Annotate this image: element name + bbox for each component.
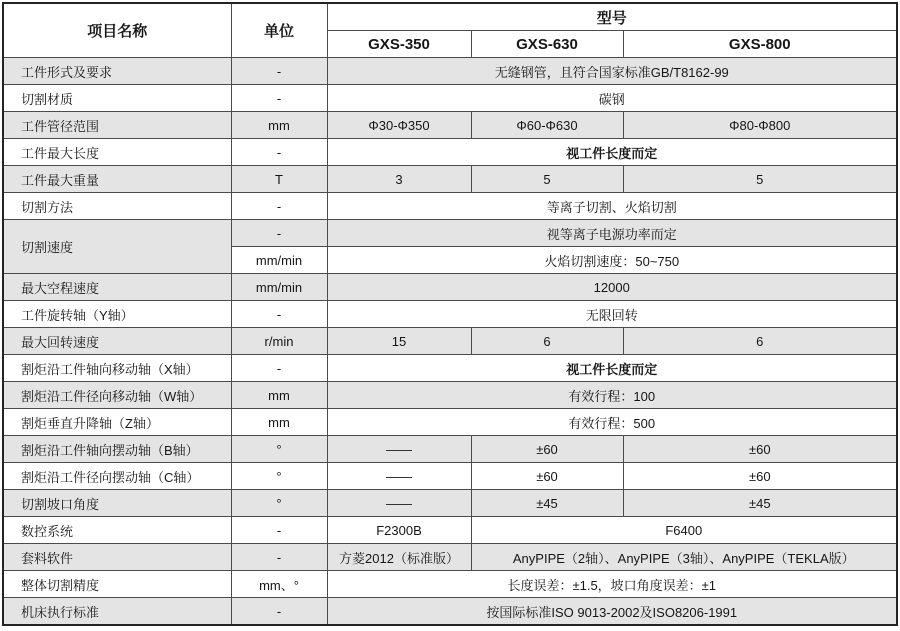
row-label: 割炬沿工件轴向移动轴（X轴） [3,355,231,382]
row-label: 切割坡口角度 [3,490,231,517]
row-value-gxs-350: 方菱2012（标准版） [327,544,471,571]
row-value-gxs-350: F2300B [327,517,471,544]
table-row [3,598,897,626]
row-value-gxs-350: —— [327,436,471,463]
row-label: 整体切割精度 [3,571,231,598]
col-header-item-name: 项目名称 [3,3,231,58]
row-value-gxs-800: 5 [623,166,897,193]
spec-table [2,2,898,626]
row-label: 机床执行标准 [3,598,231,626]
row-label: 切割方法 [3,193,231,220]
table-row [3,382,897,409]
row-unit: mm [231,409,327,436]
row-unit: - [231,598,327,626]
row-value-gxs-800: ±45 [623,490,897,517]
table-row [3,139,897,166]
row-value-gxs-800: 6 [623,328,897,355]
row-unit: - [231,85,327,112]
row-value-gxs-630-800: F6400 [471,517,897,544]
row-value-gxs-630-800: AnyPIPE（2轴）、AnyPIPE（3轴）、AnyPIPE（TEKLA版） [471,544,897,571]
row-unit: - [231,139,327,166]
row-unit: - [231,220,327,247]
table-row [3,193,897,220]
row-label: 切割速度 [3,220,231,274]
row-label: 工件形式及要求 [3,58,231,85]
table-row [3,85,897,112]
row-value-gxs-350: —— [327,463,471,490]
row-value-gxs-800: ±60 [623,436,897,463]
row-label: 割炬垂直升降轴（Z轴） [3,409,231,436]
row-label: 工件最大重量 [3,166,231,193]
table-row [3,220,897,247]
row-label: 数控系统 [3,517,231,544]
col-header-gxs-630: GXS-630 [471,31,623,58]
row-value-gxs-630: 6 [471,328,623,355]
table-row [3,274,897,301]
row-value-gxs-630: ±60 [471,463,623,490]
row-unit: T [231,166,327,193]
table-row [3,571,897,598]
table-row [3,301,897,328]
table-row [3,544,897,571]
row-value-gxs-800: ±60 [623,463,897,490]
row-value: 等离子切割、火焰切割 [327,193,897,220]
row-unit: r/min [231,328,327,355]
row-unit: ° [231,490,327,517]
table-row [3,112,897,139]
row-value-gxs-630: ±60 [471,436,623,463]
row-label: 最大空程速度 [3,274,231,301]
row-value: 无缝钢管，且符合国家标准GB/T8162-99 [327,58,897,85]
col-header-gxs-800: GXS-800 [623,31,897,58]
table-row [3,328,897,355]
row-value: 视等离子电源功率而定 [327,220,897,247]
row-value: 有效行程：500 [327,409,897,436]
table-row [3,409,897,436]
col-header-unit: 单位 [231,3,327,58]
header-row-1 [3,3,897,31]
table-row [3,490,897,517]
row-unit: - [231,193,327,220]
row-value: 按国际标准ISO 9013-2002及ISO8206-1991 [327,598,897,626]
row-value: 12000 [327,274,897,301]
row-value: 视工件长度而定 [327,139,897,166]
row-unit: mm、° [231,571,327,598]
row-unit: mm/min [231,247,327,274]
row-unit: - [231,544,327,571]
col-header-gxs-350: GXS-350 [327,31,471,58]
row-value-gxs-630: ±45 [471,490,623,517]
row-unit: mm [231,382,327,409]
row-label: 最大回转速度 [3,328,231,355]
row-value-gxs-800: Φ80-Φ800 [623,112,897,139]
row-value: 视工件长度而定 [327,355,897,382]
row-value-gxs-350: —— [327,490,471,517]
table-row [3,463,897,490]
table-row [3,355,897,382]
table-row [3,58,897,85]
table-row [3,166,897,193]
row-unit: ° [231,436,327,463]
row-label: 工件最大长度 [3,139,231,166]
row-label: 工件管径范围 [3,112,231,139]
row-label: 切割材质 [3,85,231,112]
row-value-gxs-630: Φ60-Φ630 [471,112,623,139]
row-label: 割炬沿工件径向移动轴（W轴） [3,382,231,409]
row-unit: mm/min [231,274,327,301]
row-label: 割炬沿工件轴向摆动轴（B轴） [3,436,231,463]
row-unit: - [231,58,327,85]
row-label: 套料软件 [3,544,231,571]
row-value: 火焰切割速度：50~750 [327,247,897,274]
row-unit: - [231,355,327,382]
col-header-model: 型号 [327,3,897,31]
row-unit: mm [231,112,327,139]
row-value: 碳钢 [327,85,897,112]
row-value: 无限回转 [327,301,897,328]
table-row [3,436,897,463]
row-label: 工件旋转轴（Y轴） [3,301,231,328]
row-value-gxs-350: 15 [327,328,471,355]
row-unit: - [231,517,327,544]
row-value-gxs-350: 3 [327,166,471,193]
row-value: 有效行程：100 [327,382,897,409]
row-unit: - [231,301,327,328]
table-row [3,517,897,544]
row-label: 割炬沿工件径向摆动轴（C轴） [3,463,231,490]
row-value: 长度误差：±1.5，坡口角度误差：±1 [327,571,897,598]
row-unit: ° [231,463,327,490]
row-value-gxs-350: Φ30-Φ350 [327,112,471,139]
row-value-gxs-630: 5 [471,166,623,193]
